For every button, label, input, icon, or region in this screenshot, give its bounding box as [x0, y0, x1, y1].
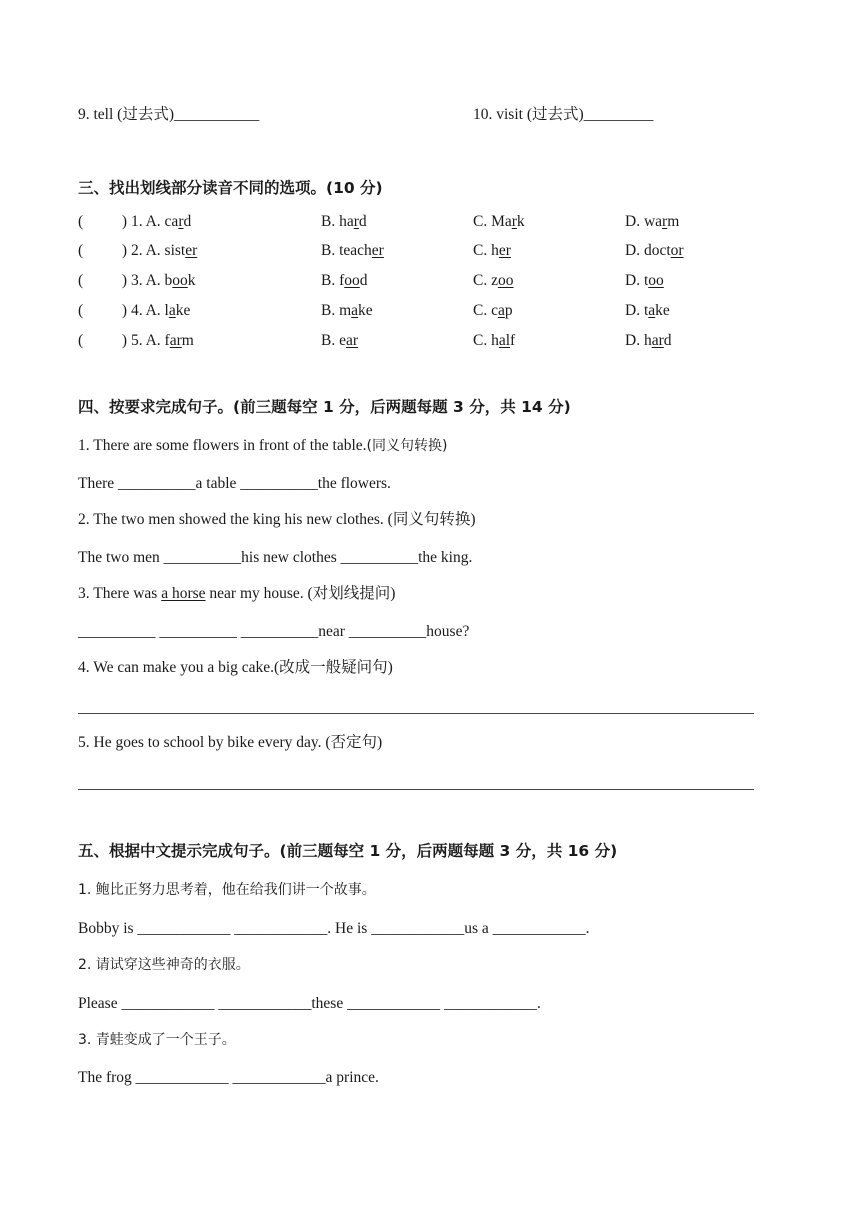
option-2-a	[78, 241, 197, 261]
underlined-letters: oo	[648, 272, 664, 289]
underlined-letters: ar	[651, 332, 664, 349]
s4-q3-underlined: a horse	[161, 585, 206, 602]
question-10: 10. visit (过去式)_________	[473, 106, 654, 123]
word-part: ke	[358, 302, 373, 319]
option-5-number: ( ) 5. A.	[78, 332, 165, 349]
option-4-b	[321, 301, 373, 321]
option-3-b	[321, 271, 368, 291]
s4-question-1	[78, 436, 447, 456]
word-part: C. h	[473, 332, 499, 349]
s4-answer-3: __________ __________ __________near __________house?	[78, 623, 470, 640]
option-3-a	[78, 271, 196, 291]
underlined-letters: a	[168, 302, 176, 319]
word-part: C. c	[473, 302, 498, 319]
underlined-letters: oo	[344, 272, 360, 289]
word-part: ca	[164, 213, 179, 230]
underlined-letters: r	[662, 213, 668, 230]
s4-question-5: 5. He goes to school by bike every day. (否定句)	[78, 734, 383, 751]
option-3-number: ( ) 3. A.	[78, 272, 165, 289]
option-5-b	[321, 331, 358, 351]
s4-question-4: 4. We can make you a big cake.(改成一般疑问句)	[78, 659, 393, 676]
option-4-number: ( ) 4. A.	[78, 302, 165, 319]
s4-q1-text: 1. There are some flowers in front of the table.	[78, 437, 367, 454]
word-part: ke	[175, 302, 191, 319]
word-part: l	[164, 302, 169, 319]
word-part: ke	[655, 302, 670, 319]
underlined-letters: al	[498, 332, 511, 349]
word-part: d	[183, 213, 192, 230]
underlined-letters: oo	[172, 272, 188, 289]
option-4-a	[78, 301, 190, 321]
s5-answer-3: The frog ____________ ____________a prince.	[78, 1069, 379, 1086]
word-part: B. e	[321, 332, 346, 349]
word-part: m	[667, 213, 680, 230]
underlined-letters: er	[185, 242, 198, 259]
underlined-letters: r	[353, 213, 359, 230]
option-5-a	[78, 331, 194, 351]
s4-question-2: 2. The two men showed the king his new clothes. (同义句转换)	[78, 511, 476, 528]
word-part: d	[359, 272, 368, 289]
s4-answer-line-5	[78, 789, 754, 790]
option-1-c	[473, 212, 525, 232]
section-5-heading: 五、根据中文提示完成句子。(前三题每空 1 分，后两题每题 3 分，共 16 分)	[78, 842, 618, 860]
option-1-number: ( ) 1. A.	[78, 213, 165, 230]
word-part: k	[516, 213, 525, 230]
underlined-letters: ar	[169, 332, 182, 349]
option-1-a	[78, 212, 191, 232]
word-part: D. wa	[625, 213, 663, 230]
underlined-letters: r	[511, 213, 517, 230]
s4-q3-pre: 3. There was	[78, 585, 162, 602]
option-5-d	[625, 331, 672, 351]
s5-question-2: 2. 请试穿这些神奇的衣服。	[78, 957, 250, 973]
word-part: D. doct	[625, 242, 671, 259]
word-part: p	[504, 302, 513, 319]
word-part: B. f	[321, 272, 345, 289]
option-2-b	[321, 241, 384, 261]
underlined-letters: a	[648, 302, 656, 319]
underlined-letters: r	[178, 213, 184, 230]
word-part: C. h	[473, 242, 499, 259]
option-2-d	[625, 241, 684, 261]
underlined-letters: er	[498, 242, 511, 259]
underlined-letters: or	[670, 242, 684, 259]
s4-answer-1: There __________a table __________the flowers.	[78, 475, 391, 492]
word-part: B. m	[321, 302, 352, 319]
word-part: d	[663, 332, 672, 349]
underlined-letters: a	[497, 302, 505, 319]
option-4-c	[473, 301, 513, 321]
s4-q3-post: near my house. (对划线提问)	[205, 585, 396, 602]
section-4-heading: 四、按要求完成句子。(前三题每空 1 分，后两题每题 3 分，共 14 分)	[78, 398, 571, 416]
s5-answer-2: Please ____________ ____________these ____________ ____________.	[78, 995, 541, 1012]
word-part: D. h	[625, 332, 652, 349]
word-part: B. ha	[321, 213, 354, 230]
word-part: k	[187, 272, 196, 289]
option-2-c	[473, 241, 511, 261]
word-part: sist	[164, 242, 186, 259]
underlined-letters: a	[351, 302, 359, 319]
s4-answer-2: The two men __________his new clothes __________the king.	[78, 549, 473, 566]
word-part: D. t	[625, 272, 649, 289]
option-5-c	[473, 331, 515, 351]
underlined-letters: oo	[497, 272, 514, 289]
s5-question-3: 3. 青蛙变成了一个王子。	[78, 1032, 236, 1048]
option-1-d	[625, 212, 679, 232]
word-part: d	[358, 213, 367, 230]
word-part: f	[510, 332, 516, 349]
s4-q1-note: (同义句转换)	[366, 438, 448, 454]
word-part: b	[164, 272, 173, 289]
word-part: B. teach	[321, 242, 372, 259]
s5-question-1: 1. 鲍比正努力思考着，他在给我们讲一个故事。	[78, 882, 376, 898]
underlined-letters: er	[371, 242, 384, 259]
word-part: m	[181, 332, 194, 349]
s4-question-3	[78, 584, 395, 604]
option-2-number: ( ) 2. A.	[78, 242, 165, 259]
section-3-heading: 三、找出划线部分读音不同的选项。(10 分)	[78, 179, 383, 197]
underlined-letters: ar	[345, 332, 359, 349]
option-3-d	[625, 271, 664, 291]
question-9: 9. tell (过去式)___________	[78, 106, 260, 123]
word-part: D. t	[625, 302, 649, 319]
option-1-b	[321, 212, 367, 232]
s5-answer-1: Bobby is ____________ ____________. He is ____________us a ____________.	[78, 920, 590, 937]
word-part: C. z	[473, 272, 498, 289]
option-3-c	[473, 271, 513, 291]
s4-answer-line-4	[78, 713, 754, 714]
word-part: C. Ma	[473, 213, 512, 230]
word-part: f	[164, 332, 170, 349]
option-4-d	[625, 301, 670, 321]
